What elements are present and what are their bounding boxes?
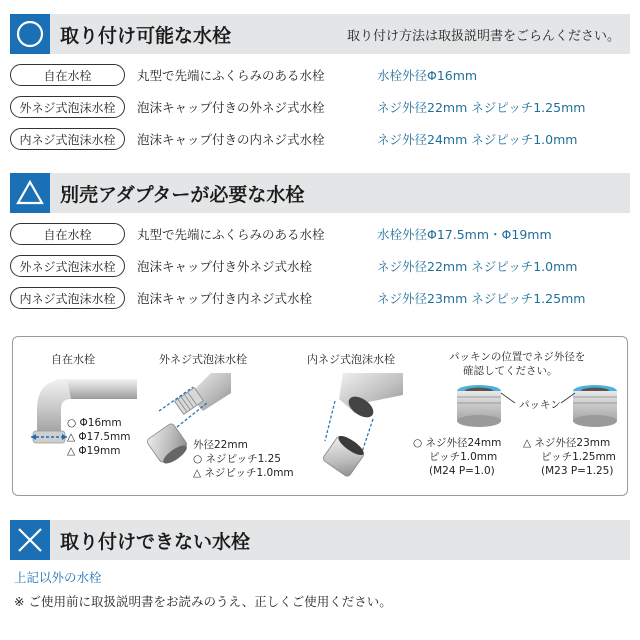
outer-spec-line: △ ネジピッチ1.0mm [193, 467, 294, 479]
faucet-description: 丸型で先端にふくらみのある水栓 [137, 68, 325, 83]
faucet-diagram [12, 336, 628, 496]
faucet-spec: ネジ外径24mm ネジピッチ1.0mm [377, 132, 578, 147]
faucet-description: 泡沫キャップ付きの外ネジ式水栓 [137, 100, 325, 115]
inner-thread-faucet-illustration [303, 371, 413, 481]
faucet-description: 泡沫キャップ付き内ネジ式水栓 [137, 291, 313, 306]
list-item [10, 254, 636, 278]
packing-left-line: (M24 P=1.0) [429, 465, 495, 477]
section-title: 取り付けできない水栓 [60, 530, 251, 553]
circle-icon [10, 14, 50, 54]
other-faucets-note: 上記以外の水栓 [14, 570, 102, 585]
faucet-spec: ネジ外径22mm ネジピッチ1.25mm [377, 100, 586, 115]
faucet-type-tag: 自在水栓 [10, 64, 125, 86]
faucet-type-tag: 内ネジ式泡沫水栓 [10, 128, 125, 150]
section-title: 取り付け可能な水栓 [60, 24, 232, 47]
faucet-spec: 水栓外径Φ17.5mm・Φ19mm [377, 227, 552, 242]
packing-note-line2: 確認してください。 [463, 365, 558, 377]
section-title: 別売アダプターが必要な水栓 [60, 183, 305, 206]
jizai-spec-line: △ Φ17.5mm [67, 431, 131, 443]
packing-label: パッキン [519, 399, 561, 411]
packing-right-line: (M23 P=1.25) [541, 465, 614, 477]
faucet-description: 丸型で先端にふくらみのある水栓 [137, 227, 325, 242]
faucet-type-tag: 外ネジ式泡沫水栓 [10, 255, 125, 277]
list-item [10, 222, 636, 246]
inner-thread-title: 内ネジ式泡沫水栓 [307, 353, 395, 366]
triangle-icon [10, 173, 50, 213]
outer-thread-title: 外ネジ式泡沫水栓 [159, 353, 247, 366]
packing-left-line: ピッチ1.0mm [429, 451, 498, 463]
jizai-spec-line: ○ Φ16mm [67, 417, 122, 429]
list-item [10, 127, 636, 151]
faucet-type-tag: 自在水栓 [10, 223, 125, 245]
faucet-description: 泡沫キャップ付きの内ネジ式水栓 [137, 132, 325, 147]
section-not-installable-header [10, 520, 630, 560]
faucet-description: 泡沫キャップ付き外ネジ式水栓 [137, 259, 313, 274]
faucet-type-tag: 内ネジ式泡沫水栓 [10, 287, 125, 309]
list-item [10, 63, 636, 87]
list-item [10, 286, 636, 310]
cross-icon [10, 520, 50, 560]
faucet-type-tag: 外ネジ式泡沫水栓 [10, 96, 125, 118]
faucet-spec: 水栓外径Φ16mm [377, 68, 478, 83]
packing-note-line1: パッキンの位置でネジ外径を [449, 351, 586, 363]
packing-right-line: ピッチ1.25mm [541, 451, 616, 463]
faucet-spec: ネジ外径23mm ネジピッチ1.25mm [377, 291, 586, 306]
section-installable-header [10, 14, 630, 54]
packing-right-line: △ ネジ外径23mm [523, 437, 611, 449]
section-adapter-header [10, 173, 630, 213]
list-item [10, 95, 636, 119]
outer-spec-line: ○ ネジピッチ1.25 [193, 453, 281, 465]
outer-spec-line: 外径22mm [193, 439, 248, 451]
section-note: 取り付け方法は取扱説明書をごらんください。 [346, 28, 620, 44]
faucet-spec: ネジ外径22mm ネジピッチ1.0mm [377, 259, 578, 274]
packing-left-line: ○ ネジ外径24mm [413, 437, 502, 449]
usage-caution: ※ ご使用前に取扱説明書をお読みのうえ、正しくご使用ください。 [14, 594, 392, 609]
jizai-title: 自在水栓 [51, 353, 95, 366]
jizai-spec-line: △ Φ19mm [67, 445, 121, 457]
